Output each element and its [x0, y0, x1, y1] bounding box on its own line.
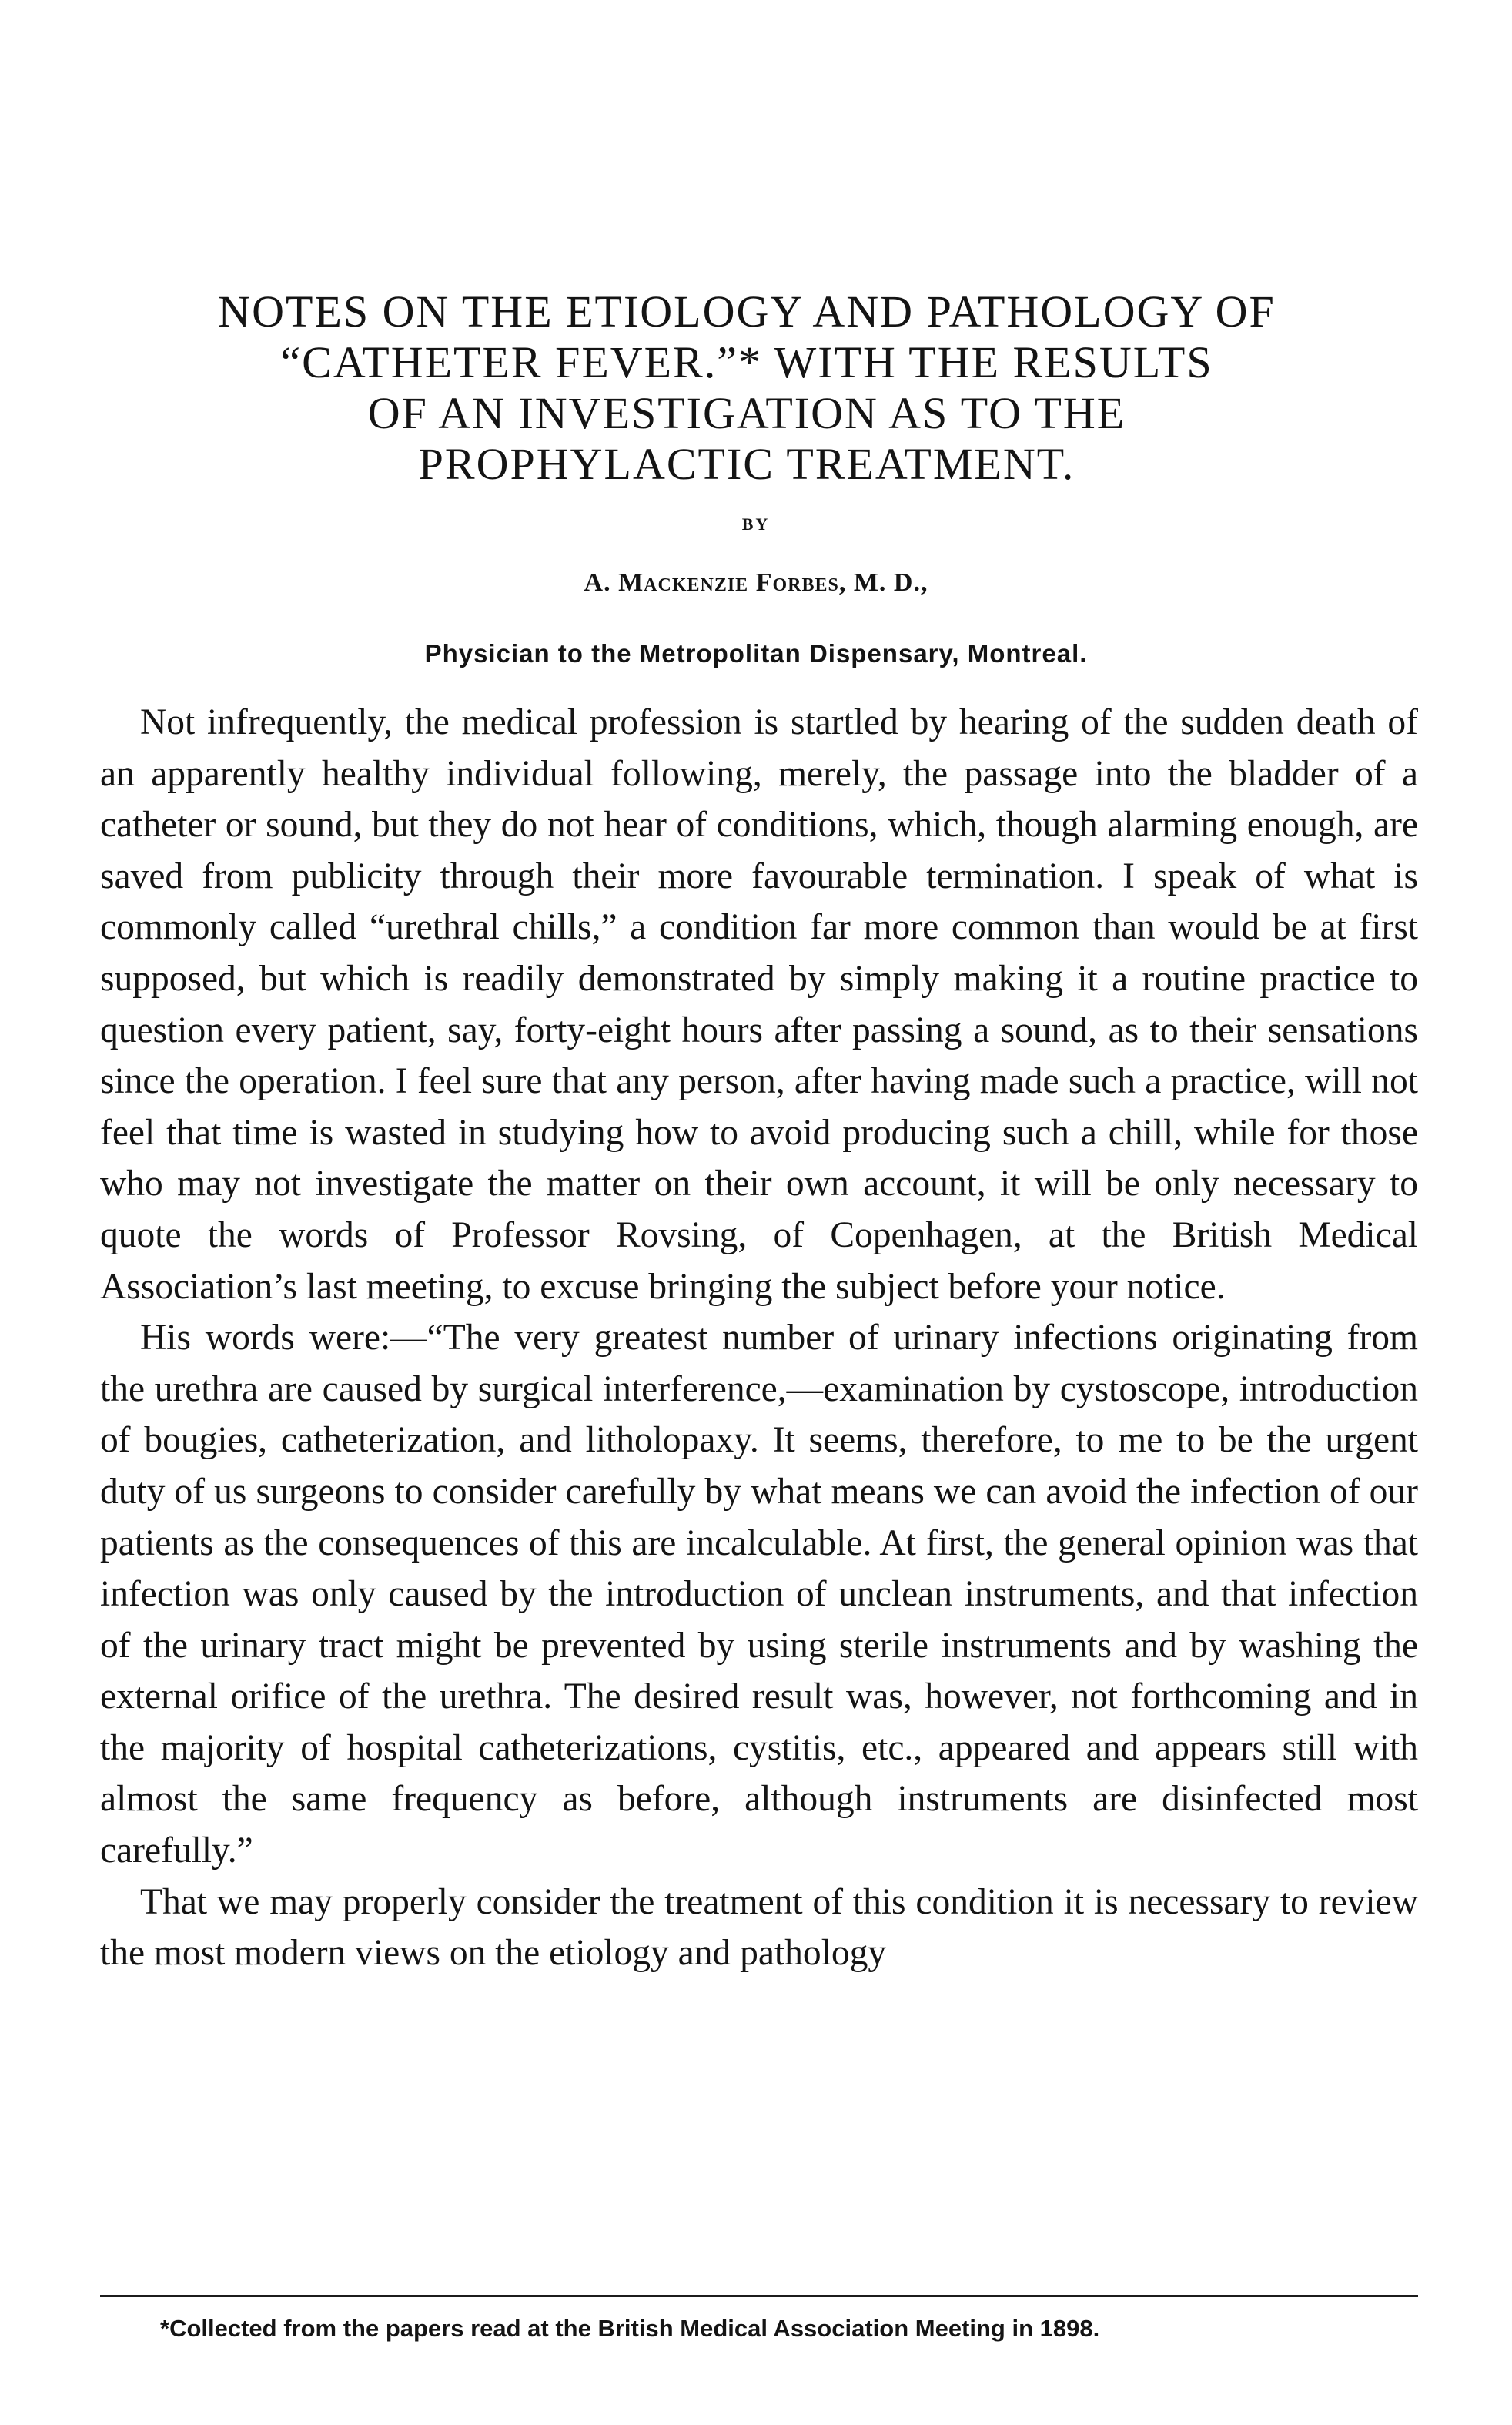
title-line-4: PROPHYLACTIC TREATMENT. [418, 439, 1075, 489]
body-paragraph-1: Not infrequently, the medical profession is startled by hearing of the sudden death of an apparently healthy individual following, merely, the passage into the bladder of a catheter or sound, but they do not hear of conditions, which, though alarming enough, are saved from publicity through their more favourable termination. I speak of what is commonly called “urethral chills,” a condition far more common than would be at first supposed, but which is readily demonstrated by simply making it a routine practice to question every patient, say, forty-eight hours after passing a sound, as to their sensations since the operation. I feel sure that any person, after having made such a practice, will not feel that time is wasted in studying how to avoid producing such a chill, while for those who may not investigate the matter on their own account, it will be only necessary to quote the words of Professor Rovsing, of Copenhagen, at the British Medical Association’s last meeting, to excuse bringing the subject before your notice. [100, 702, 1418, 1307]
article-title [115, 286, 1378, 490]
author-affiliation: Physician to the Metropolitan Dispensary, Montreal. [424, 639, 1088, 668]
title-line-1: NOTES ON THE ETIOLOGY AND PATHOLOGY OF [218, 286, 1276, 337]
body-paragraph-3: That we may properly consider the treatment of this condition it is necessary to review the most modern views on the etiology and pathology [100, 1881, 1418, 1974]
footnote: *Collected from the papers read at the British Medical Association Meeting in 1898. [160, 2315, 1100, 2342]
article-body [100, 697, 1418, 1979]
author-name: A. Mackenzie Forbes, M. D., [584, 568, 928, 597]
title-line-3: OF AN INVESTIGATION AS TO THE [367, 388, 1126, 438]
title-line-2: “CATHETER FEVER.”* WITH THE RESULTS [280, 337, 1213, 387]
body-paragraph-2: His words were:—“The very greatest number of urinary infections originating from the urethra are caused by surgical interference,—examination by cystoscope, introduction of bougies, catheterization, and litholopaxy. It seems, therefore, to me to be the urgent duty of us surgeons to consider carefully by what means we can avoid the infection of our patients as the consequences of this are incalculable. At first, the general opinion was that infection was only caused by the introduction of unclean instruments, and that infection of the urinary tract might be prevented by using sterile instruments and by washing the external orifice of the urethra. The desired result was, however, not forthcoming and in the majority of hospital catheterizations, cystitis, etc., appeared and appears still with almost the same frequency as before, although instruments are disinfected most carefully.” [100, 1318, 1418, 1871]
byline-by: BY [741, 514, 771, 534]
footnote-divider [100, 2295, 1418, 2297]
